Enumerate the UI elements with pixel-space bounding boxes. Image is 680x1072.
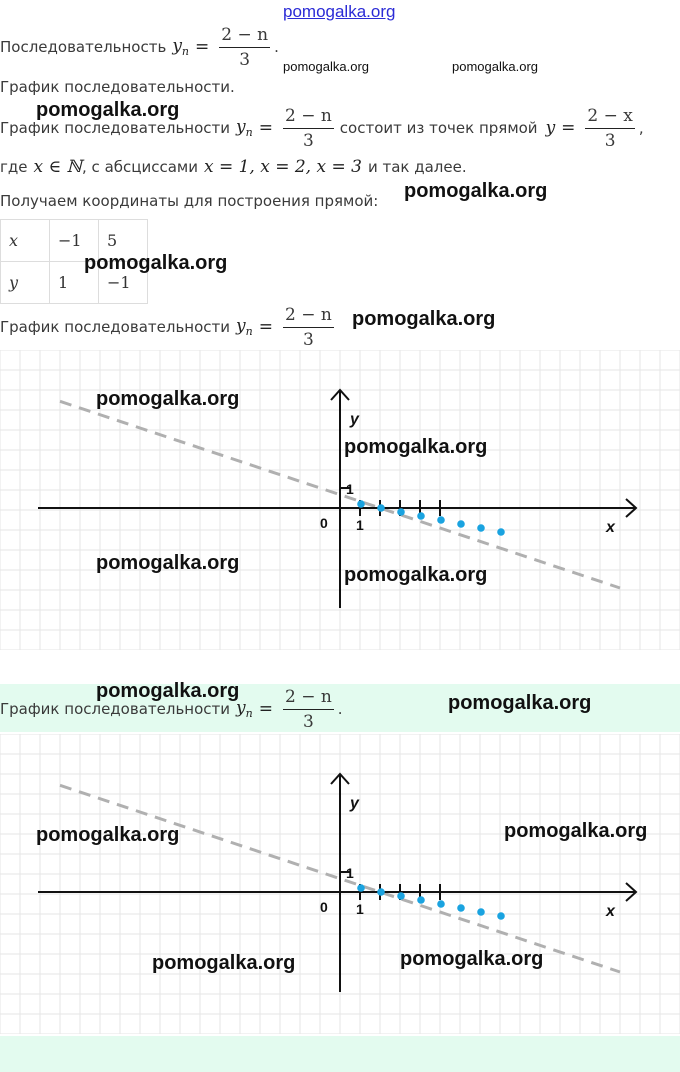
coords-intro: Получаем координаты для построения прямой: bbox=[0, 192, 379, 210]
sequence-point bbox=[377, 888, 385, 896]
line-fraction: $\frac{2 - x}{3}$ bbox=[587, 105, 633, 151]
watermark: pomogalka.org bbox=[400, 948, 544, 970]
caption-2-fraction: $\frac{2 - n}{3}$ bbox=[284, 686, 332, 732]
intro-label: Последовательность bbox=[0, 38, 167, 56]
para-text-5: , с абсциссами bbox=[82, 158, 198, 176]
sequence-point bbox=[437, 516, 445, 524]
watermark: pomogalka.org bbox=[404, 180, 548, 202]
para-text-2: состоит из точек прямой bbox=[339, 119, 538, 137]
sequence-point bbox=[477, 524, 485, 532]
intro-end: . bbox=[274, 38, 279, 56]
watermark: pomogalka.org bbox=[448, 692, 592, 714]
intro-fraction: $\frac{2 - n}{3}$ bbox=[221, 24, 269, 70]
watermark: pomogalka.org bbox=[96, 388, 240, 410]
sequence-point bbox=[377, 504, 385, 512]
paragraph-line-1 bbox=[0, 102, 644, 154]
para-comma: , bbox=[638, 119, 644, 137]
table-cell: y bbox=[1, 262, 50, 304]
watermark: pomogalka.org bbox=[36, 99, 180, 121]
line-formula-lhs: y bbox=[545, 118, 556, 138]
table-cell: 1 bbox=[50, 262, 99, 304]
caption-1-eq: = bbox=[258, 317, 273, 337]
sequence-point bbox=[457, 904, 465, 912]
unit-x-label: 1 bbox=[356, 517, 364, 533]
sequence-point bbox=[497, 912, 505, 920]
watermark-top-link[interactable]: pomogalka.org bbox=[283, 2, 396, 21]
unit-y-label: 1 bbox=[346, 865, 354, 881]
sequence-point bbox=[437, 900, 445, 908]
unit-y-label: 1 bbox=[346, 481, 354, 497]
table-cell: 5 bbox=[99, 220, 148, 262]
watermark: pomogalka.org bbox=[344, 436, 488, 458]
watermark: pomogalka.org bbox=[344, 564, 488, 586]
line-eq: = bbox=[561, 118, 576, 138]
paragraph-line-2 bbox=[0, 156, 467, 178]
para-text-4: где bbox=[0, 158, 28, 176]
sequence-point bbox=[397, 508, 405, 516]
caption-1-fraction: $\frac{2 - n}{3}$ bbox=[284, 304, 332, 350]
caption-2-text: График последовательности bbox=[0, 700, 231, 718]
sequence-point bbox=[417, 896, 425, 904]
abscissas: x = 1, x = 2, x = 3 bbox=[203, 157, 362, 177]
para-formula-lhs: $y_n$ bbox=[236, 117, 253, 139]
sequence-point bbox=[417, 512, 425, 520]
sequence-point bbox=[457, 520, 465, 528]
table-cell: −1 bbox=[99, 262, 148, 304]
intro-formula-lhs: $y_n$ bbox=[172, 36, 190, 58]
para-eq: = bbox=[258, 118, 273, 138]
origin-label: 0 bbox=[320, 515, 328, 531]
caption-1-text: График последовательности bbox=[0, 318, 231, 336]
watermark: pomogalka.org bbox=[36, 824, 180, 846]
watermark: pomogalka.org bbox=[283, 59, 369, 74]
watermark: pomogalka.org bbox=[96, 680, 240, 702]
caption-2-end: . bbox=[337, 700, 343, 718]
para-text-1: График последовательности bbox=[0, 119, 231, 137]
x-axis-label: x bbox=[606, 519, 615, 536]
bottom-band bbox=[0, 1036, 680, 1072]
caption-graph-1 bbox=[0, 302, 338, 352]
table-cell: x bbox=[1, 220, 50, 262]
watermark: pomogalka.org bbox=[96, 552, 240, 574]
unit-x-label: 1 bbox=[356, 901, 364, 917]
sequence-point bbox=[397, 892, 405, 900]
intro-eq: = bbox=[195, 37, 210, 57]
origin-label: 0 bbox=[320, 899, 328, 915]
sequence-graph-2 bbox=[0, 734, 680, 1034]
para-fraction: $\frac{2 - n}{3}$ bbox=[284, 105, 332, 151]
y-axis-label: y bbox=[350, 411, 359, 428]
para-text-6: и так далее. bbox=[367, 158, 467, 176]
sequence-point bbox=[497, 528, 505, 536]
watermark: pomogalka.org bbox=[152, 952, 296, 974]
set-x: x ∈ ℕ bbox=[33, 157, 83, 177]
caption-1-lhs: $y_n$ bbox=[236, 316, 253, 338]
heading-graph: График последовательности. bbox=[0, 78, 235, 96]
watermark: pomogalka.org bbox=[352, 308, 496, 330]
caption-2-lhs: $y_n$ bbox=[236, 698, 253, 720]
caption-2-eq: = bbox=[258, 699, 273, 719]
y-axis-label: y bbox=[350, 795, 359, 812]
table-cell: −1 bbox=[50, 220, 99, 262]
sequence-point bbox=[357, 884, 365, 892]
sequence-point bbox=[477, 908, 485, 916]
watermark: pomogalka.org bbox=[504, 820, 648, 842]
watermark: pomogalka.org bbox=[84, 252, 228, 274]
x-axis-label: x bbox=[606, 903, 615, 920]
intro-line bbox=[0, 22, 279, 72]
sequence-point bbox=[357, 500, 365, 508]
watermark: pomogalka.org bbox=[452, 59, 538, 74]
